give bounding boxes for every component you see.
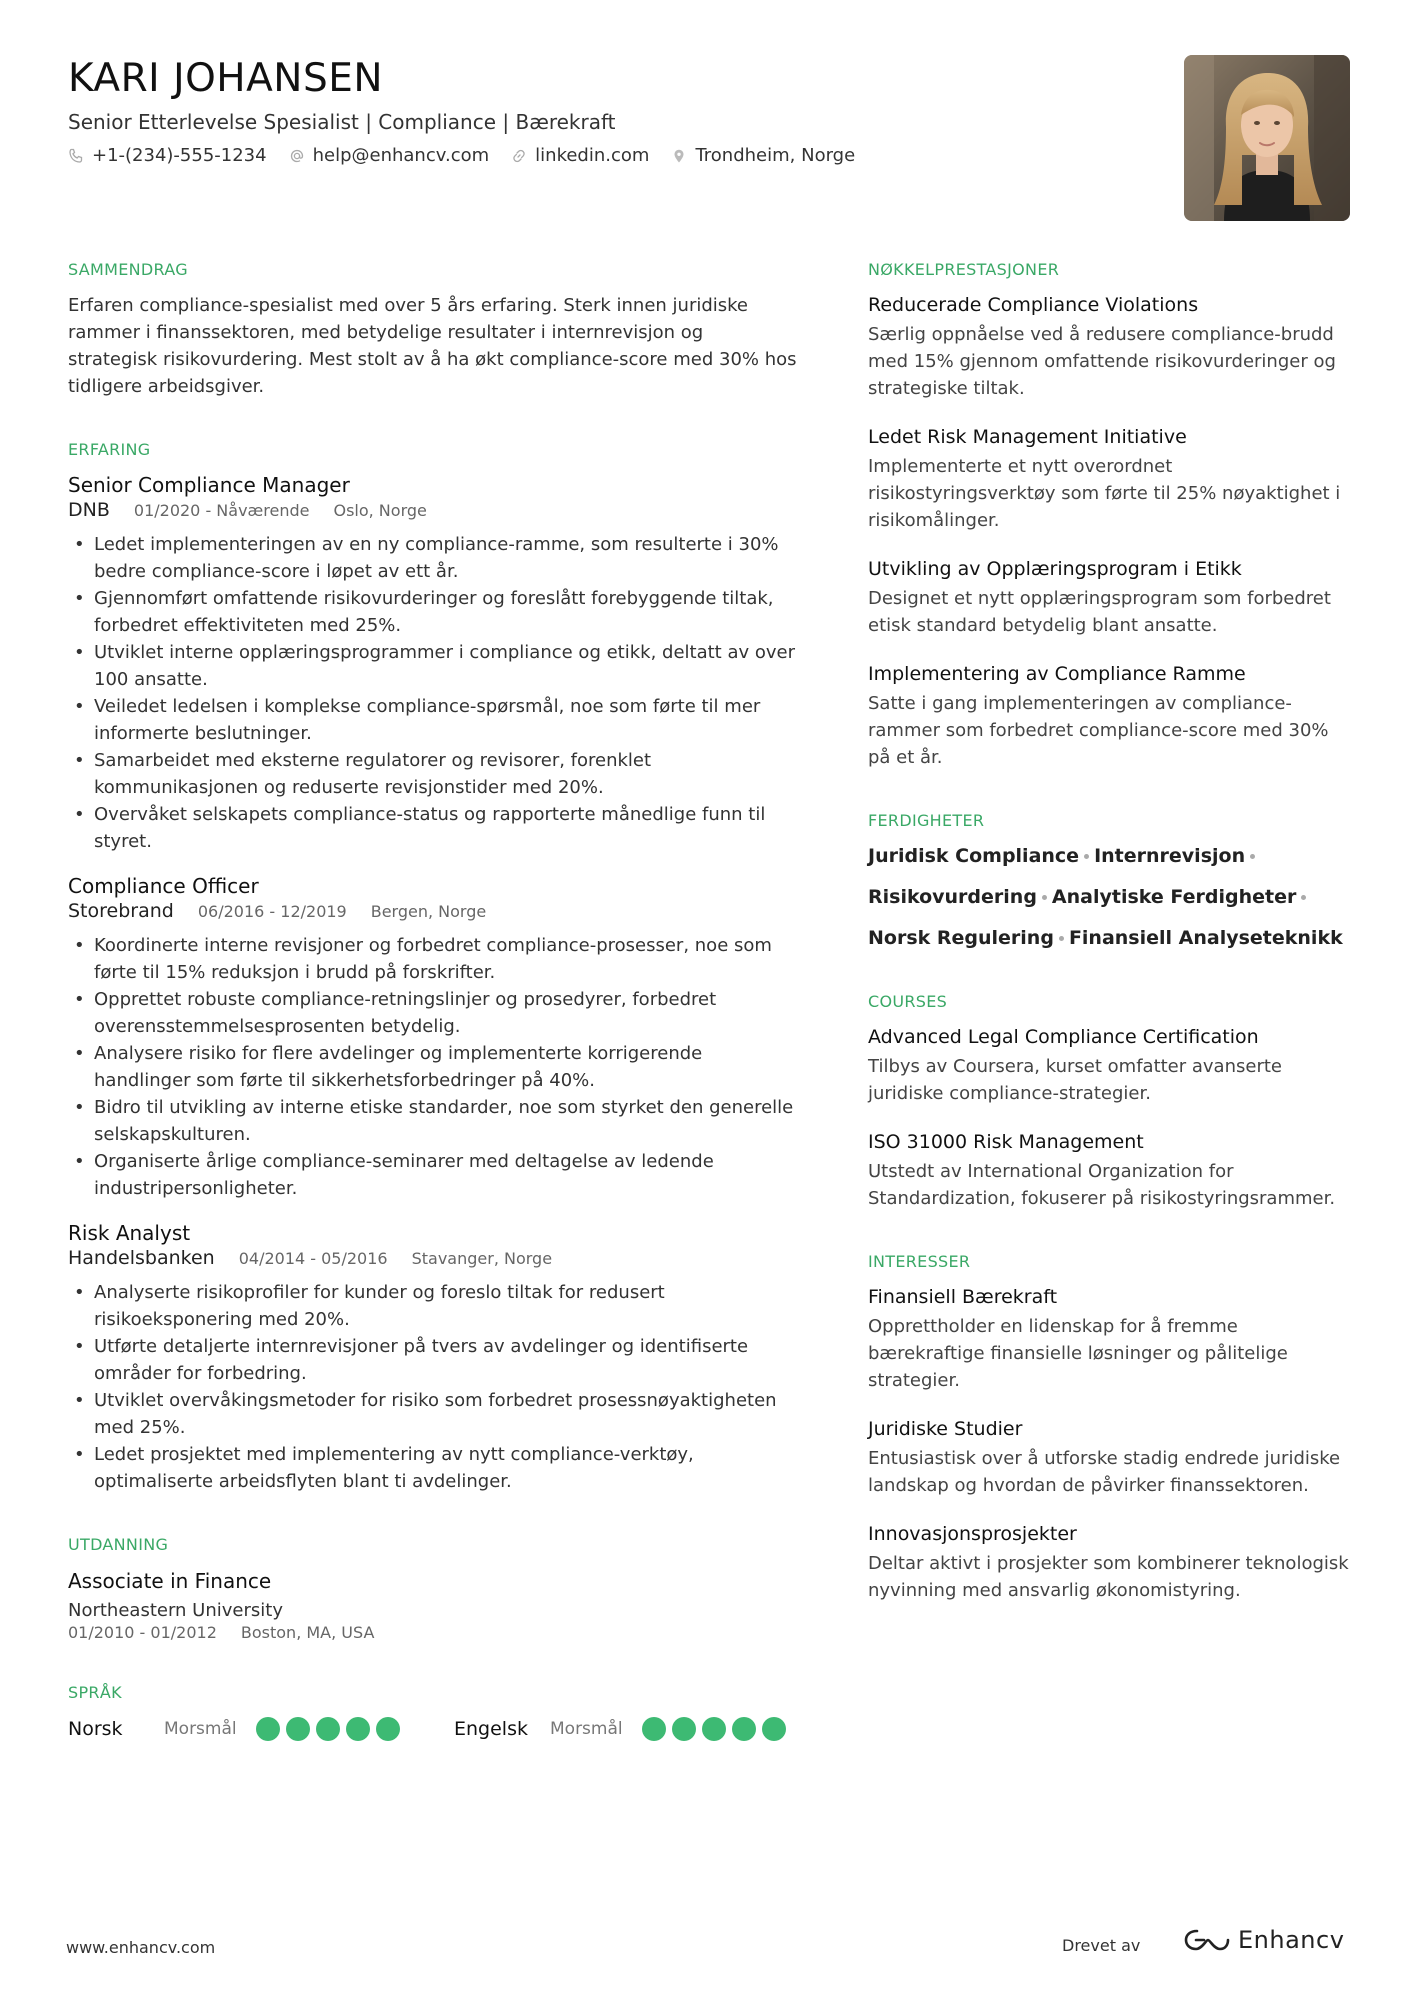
job-title: Risk Analyst <box>68 1221 191 1245</box>
achievement-title: Utvikling av Opplæringsprogram i Etikk <box>868 558 1242 580</box>
proficiency-dot <box>316 1717 340 1741</box>
proficiency-dot <box>286 1717 310 1741</box>
interest-item <box>868 1284 1350 1394</box>
enhancv-logo[interactable] <box>1184 1926 1344 1954</box>
phone-icon <box>68 148 84 164</box>
contact-email[interactable] <box>289 142 490 170</box>
language-name: Norsk <box>68 1718 123 1740</box>
courses-section <box>868 990 1350 1212</box>
achievement-item <box>868 556 1350 639</box>
achievement-desc: Særlig oppnåelse ved å redusere compliance-brudd med 15% gjennom omfattende risikovurderinger og strategiske tiltak. <box>868 324 1336 399</box>
achievements-heading: NØKKELPRESTASJONER <box>868 260 1060 279</box>
achievement-title: Implementering av Compliance Ramme <box>868 663 1246 685</box>
language-level: Morsmål <box>550 1719 623 1739</box>
linkedin-text: linkedin.com <box>535 145 650 166</box>
resume-header <box>68 54 1168 170</box>
education-degree: Associate in Finance <box>68 1569 272 1593</box>
languages-heading: SPRÅK <box>68 1683 122 1702</box>
interests-section <box>868 1250 1350 1604</box>
at-icon <box>289 148 305 164</box>
course-desc: Tilbys av Coursera, kurset omfatter avanserte juridiske compliance-strategier. <box>868 1056 1282 1104</box>
proficiency-dot <box>702 1717 726 1741</box>
contact-phone[interactable] <box>68 142 267 170</box>
job-location: Bergen, Norge <box>370 902 487 921</box>
experience-section <box>68 438 798 1495</box>
bullet-item: • Samarbeidet med eksterne regulatorer og revisorer, forenklet kommunikasjonen og reduserte revisjonstider med 20%. <box>68 747 798 801</box>
courses-heading: COURSES <box>868 992 948 1011</box>
proficiency-dot <box>376 1717 400 1741</box>
enhancv-logo-icon <box>1184 1927 1230 1953</box>
email-text: help@enhancv.com <box>312 145 490 166</box>
course-title: Advanced Legal Compliance Certification <box>868 1026 1259 1048</box>
contact-row <box>68 142 1168 170</box>
proficiency-dot <box>732 1717 756 1741</box>
bullet-item: • Veiledet ledelsen i komplekse compliance-spørsmål, noe som førte til mer informerte beslutninger. <box>68 693 798 747</box>
candidate-name: KARI JOHANSEN <box>68 56 384 101</box>
language-item <box>68 1717 400 1741</box>
proficiency-dot <box>642 1717 666 1741</box>
education-location: Boston, MA, USA <box>240 1623 375 1642</box>
job-bullets <box>68 932 798 1202</box>
skills-list <box>868 843 1348 952</box>
job-meta <box>68 899 798 924</box>
bullet-item: • Utviklet interne opplæringsprogrammer i compliance og etikk, deltatt av over 100 ansatte. <box>68 639 798 693</box>
achievement-item <box>868 424 1350 534</box>
proficiency-dots <box>256 1717 400 1741</box>
phone-text: +1-(234)-555-1234 <box>92 145 267 166</box>
course-desc: Utstedt av International Organization for Standardization, fokuserer på risikostyringsrammer. <box>868 1161 1336 1209</box>
skills-heading: FERDIGHETER <box>868 811 985 830</box>
skill-tag: Norsk Regulering <box>868 925 1069 952</box>
contact-location <box>671 142 855 170</box>
language-list <box>68 1717 798 1741</box>
footer-powered-by: Drevet av <box>1062 1936 1141 1955</box>
bullet-item: • Opprettet robuste compliance-retningslinjer og prosedyrer, forbedret overensstemmelsesprosenten betydelig. <box>68 986 798 1040</box>
contact-linkedin[interactable] <box>511 142 649 170</box>
right-column <box>868 258 1350 1642</box>
bullet-item: • Bidro til utvikling av interne etiske standarder, noe som styrket den generelle selskapskulturen. <box>68 1094 798 1148</box>
skill-tag: Risikovurdering <box>868 884 1052 911</box>
interest-desc: Opprettholder en lidenskap for å fremme bærekraftige finansielle løsninger og pålitelige strategier. <box>868 1316 1288 1391</box>
proficiency-dot <box>256 1717 280 1741</box>
education-school: Northeastern University <box>68 1600 283 1621</box>
job-location: Stavanger, Norge <box>411 1249 553 1268</box>
location-text: Trondheim, Norge <box>695 145 856 166</box>
language-item <box>454 1717 786 1741</box>
link-icon <box>511 148 527 164</box>
proficiency-dot <box>672 1717 696 1741</box>
achievement-desc: Designet et nytt opplæringsprogram som forbedret etisk standard betydelig blant ansatte. <box>868 588 1331 636</box>
job-entry <box>68 873 798 1202</box>
course-item <box>868 1129 1350 1212</box>
interests-heading: INTERESSER <box>868 1252 971 1271</box>
bullet-item: • Utviklet overvåkingsmetoder for risiko som forbedret prosessnøyaktigheten med 25%. <box>68 1387 798 1441</box>
profile-photo <box>1184 55 1350 221</box>
enhancv-logo-text: Enhancv <box>1238 1926 1345 1954</box>
language-level: Morsmål <box>164 1719 237 1739</box>
job-meta <box>68 1246 798 1271</box>
interest-desc: Deltar aktivt i prosjekter som kombinerer teknologisk nyvinning med ansvarlig økonomistyring. <box>868 1553 1349 1601</box>
proficiency-dots <box>642 1717 786 1741</box>
education-date: 01/2010 - 01/2012 <box>68 1623 217 1642</box>
job-company: Storebrand <box>68 900 174 922</box>
bullet-item: • Ledet implementeringen av en ny compliance-ramme, som resulterte i 30% bedre compliance-score i løpet av ett år. <box>68 531 798 585</box>
skill-tag: Finansiell Analyseteknikk <box>1068 927 1343 949</box>
summary-text: Erfaren compliance-spesialist med over 5 års erfaring. Sterk innen juridiske rammer i finanssektoren, med betydelige resultater i internrevisjon og strategisk risikovurdering. Mest stolt av å ha økt compliance-score med 30% hos tidligere arbeidsgiver. <box>68 295 797 397</box>
footer-url[interactable]: www.enhancv.com <box>66 1938 216 1957</box>
skill-tag: Juridisk Compliance <box>868 843 1094 870</box>
bullet-item: • Gjennomført omfattende risikovurderinger og foreslått forebyggende tiltak, forbedret effektiviteten med 25%. <box>68 585 798 639</box>
job-title: Compliance Officer <box>68 874 259 898</box>
interest-item <box>868 1416 1350 1499</box>
education-section <box>68 1533 798 1643</box>
interest-title: Finansiell Bærekraft <box>868 1286 1058 1308</box>
job-company: DNB <box>68 499 110 521</box>
education-heading: UTDANNING <box>68 1535 169 1554</box>
language-name: Engelsk <box>454 1718 528 1740</box>
summary-heading: SAMMENDRAG <box>68 260 188 279</box>
achievement-item <box>868 292 1350 402</box>
candidate-subtitle: Senior Etterlevelse Spesialist | Compliance | Bærekraft <box>68 110 616 134</box>
interest-item <box>868 1521 1350 1604</box>
bullet-item: • Analysere risiko for flere avdelinger og implementerte korrigerende handlinger som førte til sikkerhetsforbedringer på 40%. <box>68 1040 798 1094</box>
bullet-item: • Analyserte risikoprofiler for kunder og foreslo tiltak for redusert risikoeksponering med 20%. <box>68 1279 798 1333</box>
summary-section <box>68 258 798 400</box>
skill-tag: Analytiske Ferdigheter <box>1052 884 1311 911</box>
interest-title: Innovasjonsprosjekter <box>868 1523 1077 1545</box>
achievement-desc: Satte i gang implementeringen av compliance-rammer som forbedret compliance-score med 30% på et år. <box>868 693 1329 768</box>
location-pin-icon <box>671 148 687 164</box>
bullet-item: • Koordinerte interne revisjoner og forbedret compliance-prosesser, noe som førte til 15% reduksjon i brudd på forskrifter. <box>68 932 798 986</box>
skills-section <box>868 809 1350 952</box>
job-date: 06/2016 - 12/2019 <box>197 902 347 921</box>
achievement-desc: Implementerte et nytt overordnet risikostyringsverktøy som førte til 25% nøyaktighet i risikomålinger. <box>868 456 1341 531</box>
left-column <box>68 258 798 1779</box>
achievement-title: Reducerade Compliance Violations <box>868 294 1199 316</box>
job-title: Senior Compliance Manager <box>68 473 350 497</box>
job-entry <box>68 472 798 855</box>
bullet-item: • Overvåket selskapets compliance-status og rapporterte månedlige funn til styret. <box>68 801 798 855</box>
education-meta <box>68 1623 798 1643</box>
job-date: 01/2020 - Nåværende <box>133 501 310 520</box>
interest-desc: Entusiastisk over å utforske stadig endrede juridiske landskap og hvordan de påvirker finanssektoren. <box>868 1448 1341 1496</box>
job-location: Oslo, Norge <box>333 501 427 520</box>
bullet-item: • Utførte detaljerte internrevisjoner på tvers av avdelinger og identifiserte områder for forbedring. <box>68 1333 798 1387</box>
job-meta <box>68 498 798 523</box>
proficiency-dot <box>762 1717 786 1741</box>
proficiency-dot <box>346 1717 370 1741</box>
job-company: Handelsbanken <box>68 1247 215 1269</box>
job-date: 04/2014 - 05/2016 <box>238 1249 388 1268</box>
achievements-section <box>868 258 1350 771</box>
skill-tag: Internrevisjon <box>1094 843 1260 870</box>
languages-section <box>68 1681 798 1741</box>
bullet-item: • Ledet prosjektet med implementering av nytt compliance-verktøy, optimaliserte arbeidsflyten blant ti avdelinger. <box>68 1441 798 1495</box>
achievement-title: Ledet Risk Management Initiative <box>868 426 1187 448</box>
course-title: ISO 31000 Risk Management <box>868 1131 1144 1153</box>
job-entry <box>68 1220 798 1495</box>
experience-heading: ERFARING <box>68 440 151 459</box>
course-item <box>868 1024 1350 1107</box>
interest-title: Juridiske Studier <box>868 1418 1023 1440</box>
achievement-item <box>868 661 1350 771</box>
job-bullets <box>68 1279 798 1495</box>
bullet-item: • Organiserte årlige compliance-seminarer med deltagelse av ledende industripersonligheter. <box>68 1148 798 1202</box>
job-bullets <box>68 531 798 855</box>
